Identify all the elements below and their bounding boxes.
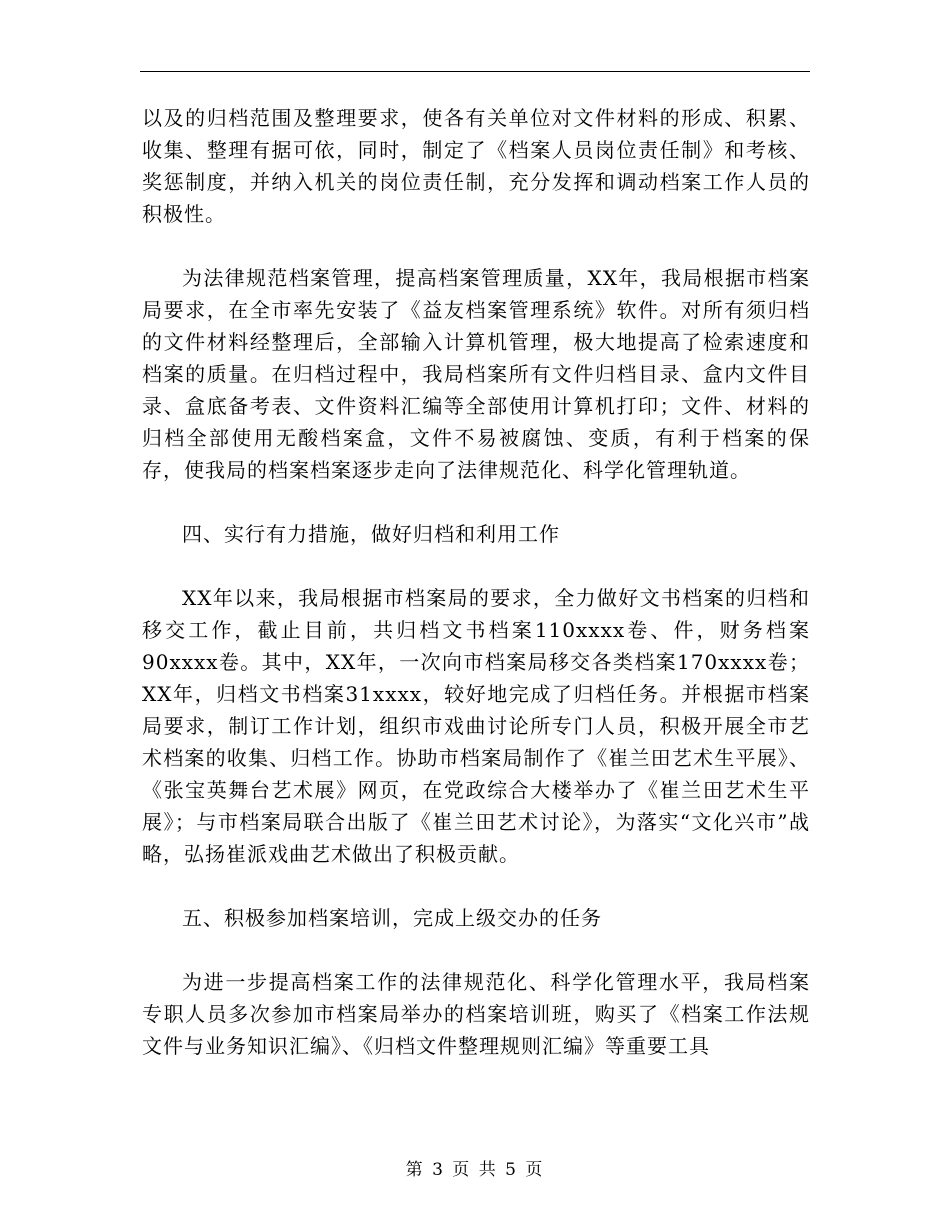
paragraph-archive-system: 为法律规范档案管理，提高档案管理质量，XX年，我局根据市档案局要求，在全市率先安装了《益友档案管理系统》软件。对所有须归档的文件材料经整理后，全部输入计算机管理，极大地提高了检索速度和档案的质量。在归档过程中，我局档案所有文件归档目录、盒内文件目录、盒底备考表、文件资料汇编等全部使用计算机打印；文件、材料的归档全部使用无酸档案盒，文件不易被腐蚀、变质，有利于档案的保存，使我局的档案档案逐步走向了法律规范化、科学化管理轨道。 xyxy=(142,266,810,482)
paragraph-gap xyxy=(142,934,810,966)
paragraph-gap xyxy=(142,486,810,518)
header-rule xyxy=(140,71,810,72)
paragraph-training: 为进一步提高档案工作的法律规范化、科学化管理水平，我局档案专职人员多次参加市档案局举办的档案培训班，购买了《档案工作法规文件与业务知识汇编》、《归档文件整理规则汇编》等重要工具 xyxy=(142,970,810,1058)
document-body xyxy=(142,102,810,1062)
section-heading-5: 五、积极参加档案培训，完成上级交办的任务 xyxy=(182,906,602,930)
paragraph-gap xyxy=(142,230,810,262)
paragraph-gap xyxy=(142,550,810,582)
section-heading-4: 四、实行有力措施，做好归档和利用工作 xyxy=(182,522,560,546)
page-number-footer: 第 3 页 共 5 页 xyxy=(405,1160,545,1180)
paragraph-continuation: 以及的归档范围及整理要求，使各有关单位对文件材料的形成、积累、收集、整理有据可依，同时，制定了《档案人员岗位责任制》和考核、奖惩制度，并纳入机关的岗位责任制，充分发挥和调动档案工作人员的积极性。 xyxy=(142,106,810,226)
paragraph-archiving-work: XX年以来，我局根据市档案局的要求，全力做好文书档案的归档和移交工作，截止目前，共归档文书档案110xxxx卷、件，财务档案90xxxx卷。其中，XX年，一次向市档案局移交各类档案170xxxx卷；XX年，归档文书档案31xxxx，较好地完成了归档任务。并根据市档案局要求，制订工作计划，组织市戏曲讨论所专门人员，积极开展全市艺术档案的收集、归档工作。协助市档案局制作了《崔兰田艺术生平展》、《张宝英舞台艺术展》网页，在党政综合大楼举办了《崔兰田艺术生平展》；与市档案局联合出版了《崔兰田艺术讨论》，为落实“文化兴市”战略，弘扬崔派戏曲艺术做出了积极贡献。 xyxy=(142,586,810,866)
paragraph-gap xyxy=(142,870,810,902)
